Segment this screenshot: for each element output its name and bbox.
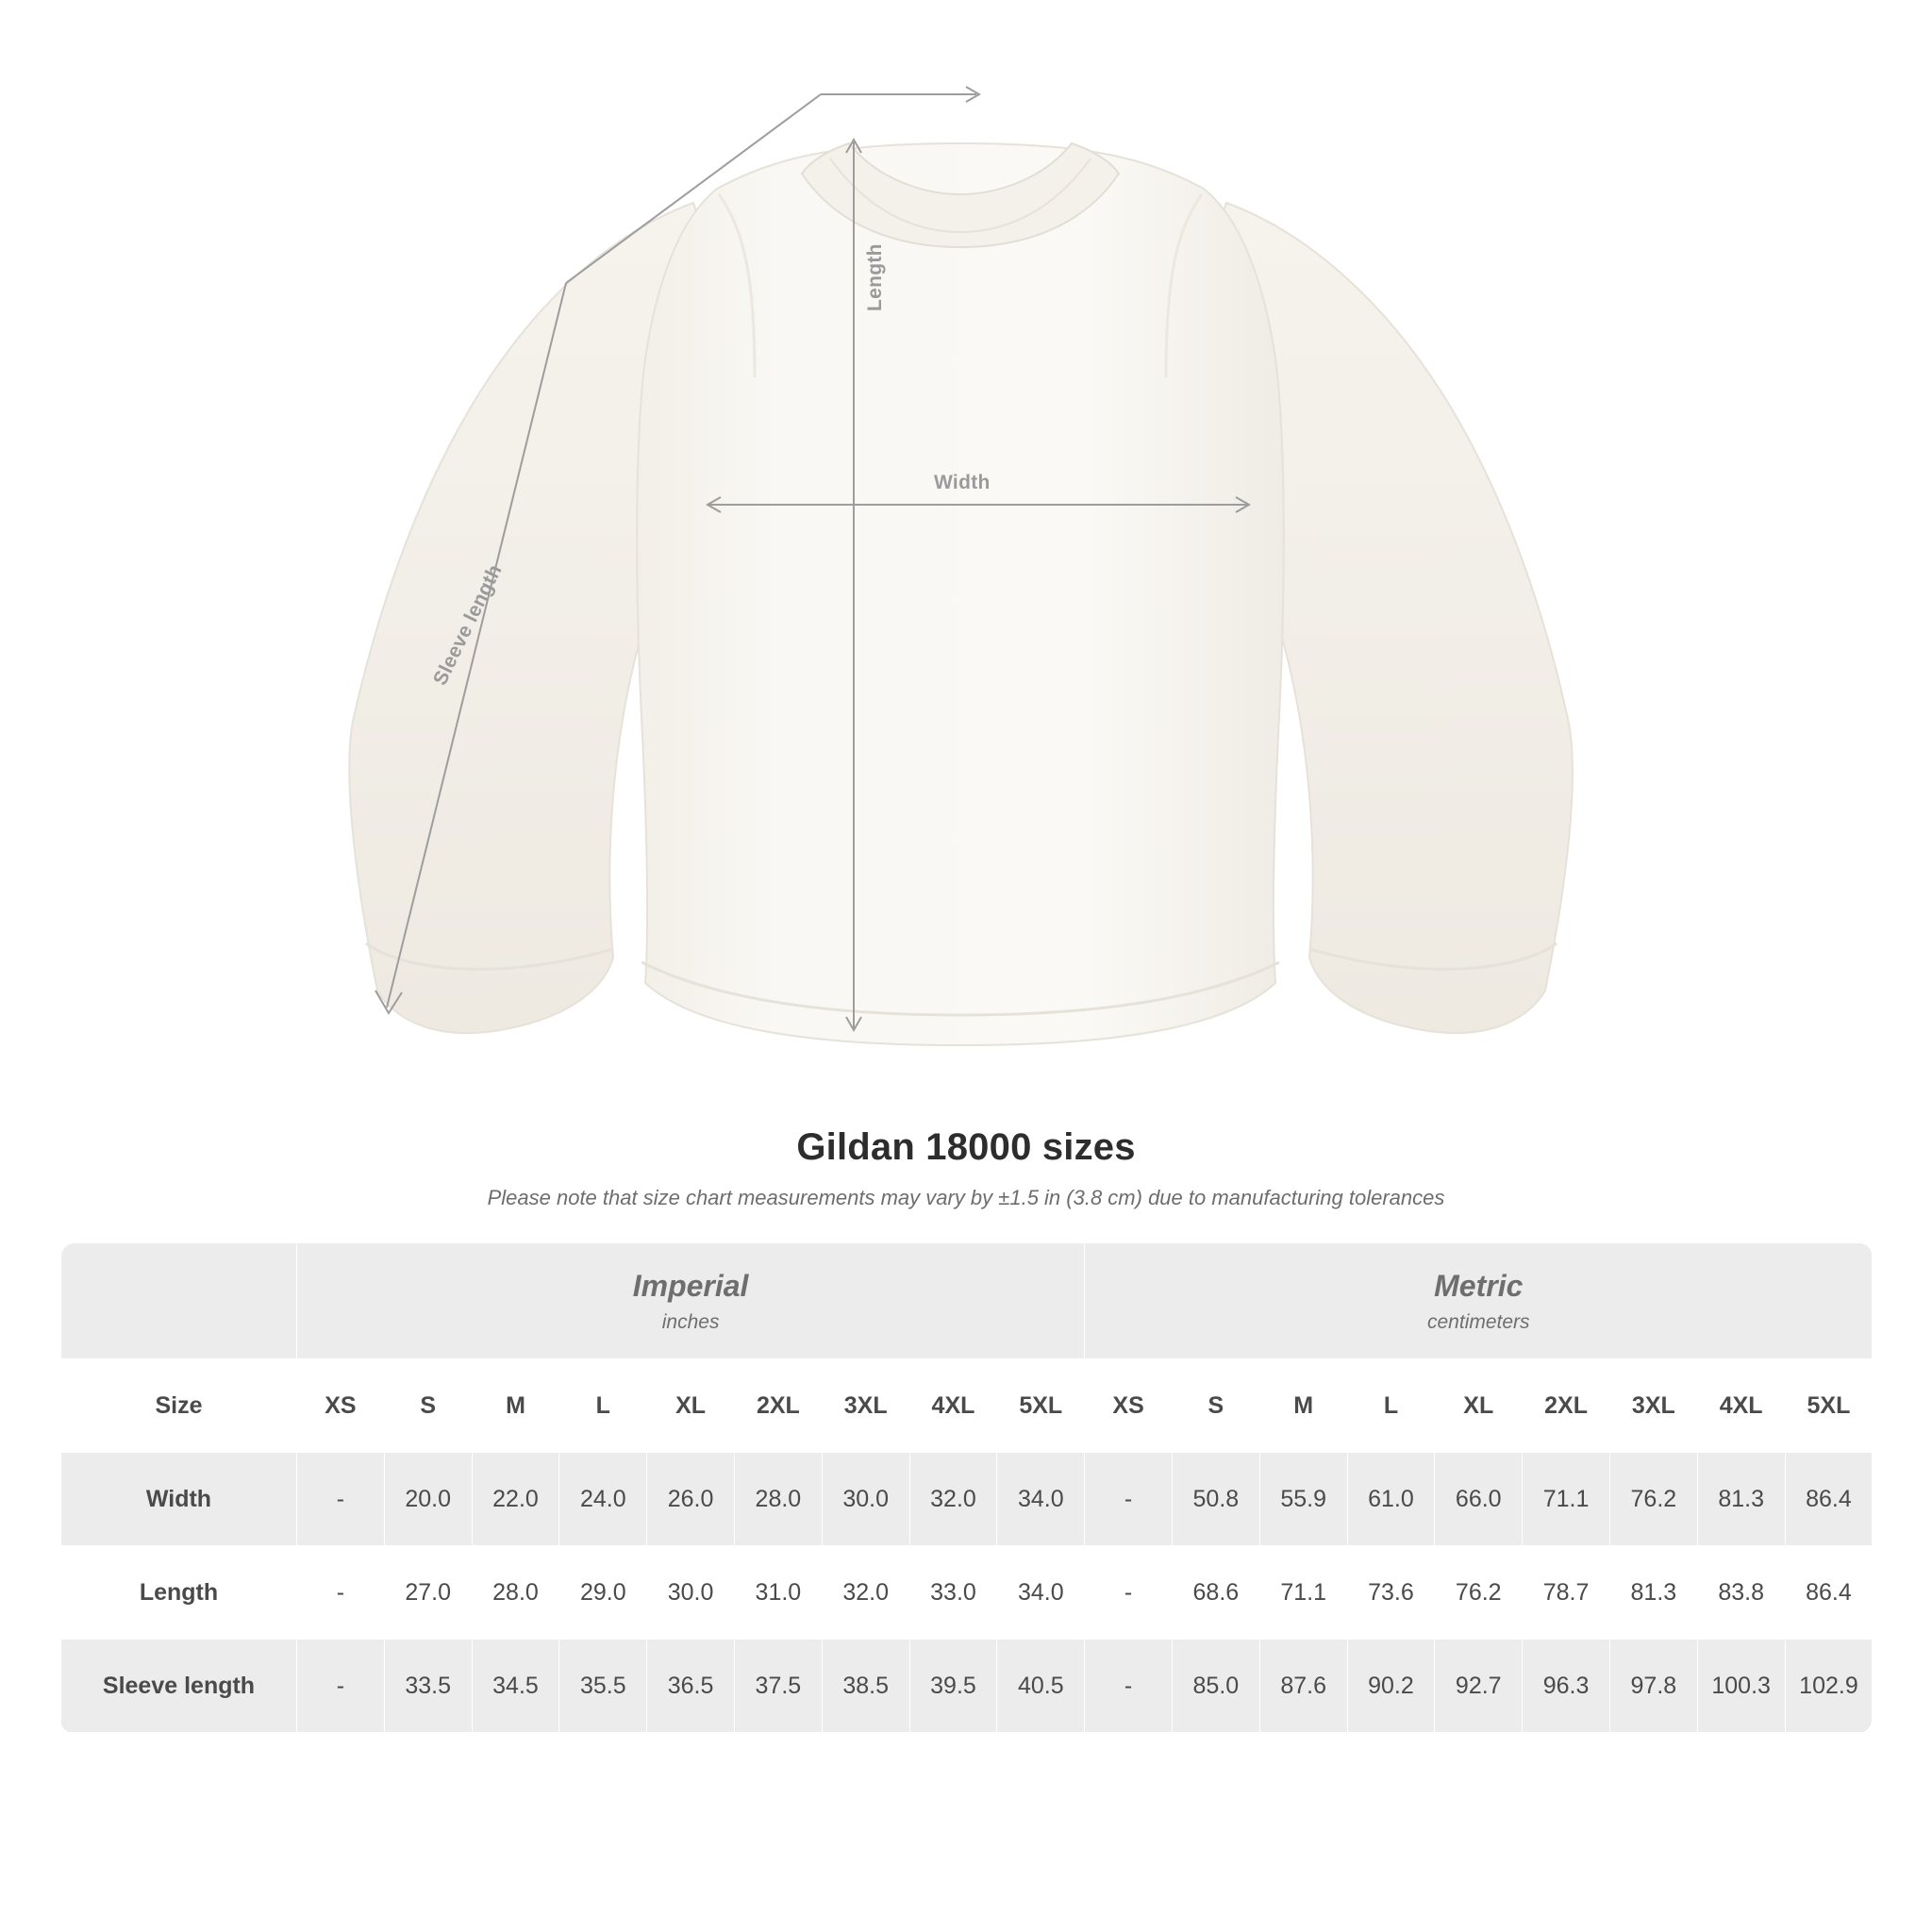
cell: 35.5 [559, 1640, 647, 1733]
cell: 31.0 [734, 1546, 822, 1640]
col-header: 5XL [997, 1359, 1085, 1453]
cell: 39.5 [909, 1640, 997, 1733]
cell: 24.0 [559, 1453, 647, 1546]
cell: - [297, 1453, 385, 1546]
col-header: XL [647, 1359, 735, 1453]
cell: 96.3 [1523, 1640, 1610, 1733]
col-header: L [559, 1359, 647, 1453]
col-header: 5XL [1785, 1359, 1872, 1453]
cell: 68.6 [1172, 1546, 1259, 1640]
cell: 85.0 [1172, 1640, 1259, 1733]
cell: 81.3 [1697, 1453, 1785, 1546]
cell: 22.0 [472, 1453, 559, 1546]
col-header: 3XL [822, 1359, 909, 1453]
metric-label: Metric [1434, 1268, 1524, 1303]
size-header-cell: Size [61, 1359, 297, 1453]
cell: - [1085, 1640, 1173, 1733]
table-row [61, 1453, 1873, 1546]
cell: 20.0 [384, 1453, 472, 1546]
cell: - [297, 1640, 385, 1733]
col-header: S [1172, 1359, 1259, 1453]
cell: 36.5 [647, 1640, 735, 1733]
cell: 32.0 [822, 1546, 909, 1640]
col-header: 3XL [1609, 1359, 1697, 1453]
cell: 76.2 [1435, 1546, 1523, 1640]
col-header: 2XL [734, 1359, 822, 1453]
cell: 71.1 [1259, 1546, 1347, 1640]
table-row [61, 1640, 1873, 1733]
row-label-sleeve-length: Sleeve length [61, 1640, 297, 1733]
cell: 34.0 [997, 1453, 1085, 1546]
cell: - [1085, 1453, 1173, 1546]
cell: 102.9 [1785, 1640, 1872, 1733]
col-header: 4XL [909, 1359, 997, 1453]
col-header: M [1259, 1359, 1347, 1453]
cell: 37.5 [734, 1640, 822, 1733]
metric-group-header [1085, 1243, 1872, 1359]
cell: 34.0 [997, 1546, 1085, 1640]
cell: 86.4 [1785, 1546, 1872, 1640]
size-header-row [61, 1359, 1873, 1453]
col-header: 4XL [1697, 1359, 1785, 1453]
cell: 66.0 [1435, 1453, 1523, 1546]
body [637, 143, 1284, 1045]
sleeve-length-label: Sleeve length [429, 560, 507, 690]
metric-unit: centimeters [1427, 1310, 1530, 1333]
cell: 61.0 [1347, 1453, 1435, 1546]
col-header: L [1347, 1359, 1435, 1453]
cell: 100.3 [1697, 1640, 1785, 1733]
col-header: XS [1085, 1359, 1173, 1453]
length-label: Length [864, 243, 886, 311]
size-table [60, 1242, 1872, 1733]
cell: 73.6 [1347, 1546, 1435, 1640]
tolerance-note: Please note that size chart measurements may vary by ±1.5 in (3.8 cm) due to manufacturing tolerances [487, 1186, 1445, 1209]
cell: 28.0 [472, 1546, 559, 1640]
row-label-length: Length [61, 1546, 297, 1640]
unit-header-row [61, 1243, 1873, 1359]
cell: 71.1 [1523, 1453, 1610, 1546]
unit-header-spacer [61, 1243, 297, 1359]
cell: 87.6 [1259, 1640, 1347, 1733]
col-header: XL [1435, 1359, 1523, 1453]
table-row [61, 1546, 1873, 1640]
cell: 86.4 [1785, 1453, 1872, 1546]
cell: 92.7 [1435, 1640, 1523, 1733]
col-header: S [384, 1359, 472, 1453]
col-header: XS [297, 1359, 385, 1453]
cell: 27.0 [384, 1546, 472, 1640]
imperial-label: Imperial [632, 1268, 749, 1303]
cell: 30.0 [822, 1453, 909, 1546]
cell: 76.2 [1609, 1453, 1697, 1546]
cell: 29.0 [559, 1546, 647, 1640]
cell: 38.5 [822, 1640, 909, 1733]
cell: 30.0 [647, 1546, 735, 1640]
title-block [0, 1126, 1932, 1210]
cell: 28.0 [734, 1453, 822, 1546]
cell: 50.8 [1172, 1453, 1259, 1546]
cell: 55.9 [1259, 1453, 1347, 1546]
cell: 83.8 [1697, 1546, 1785, 1640]
cell: 26.0 [647, 1453, 735, 1546]
cell: - [297, 1546, 385, 1640]
page-title: Gildan 18000 sizes [796, 1126, 1136, 1168]
cell: 33.0 [909, 1546, 997, 1640]
cell: 40.5 [997, 1640, 1085, 1733]
row-label-width: Width [61, 1453, 297, 1546]
imperial-group-header [297, 1243, 1085, 1359]
width-label: Width [934, 472, 991, 493]
cell: - [1085, 1546, 1173, 1640]
cell: 33.5 [384, 1640, 472, 1733]
imperial-unit: inches [661, 1310, 720, 1333]
col-header: M [472, 1359, 559, 1453]
cell: 90.2 [1347, 1640, 1435, 1733]
cell: 78.7 [1523, 1546, 1610, 1640]
size-table-wrapper [60, 1242, 1872, 1733]
cell: 34.5 [472, 1640, 559, 1733]
cell: 32.0 [909, 1453, 997, 1546]
cell: 81.3 [1609, 1546, 1697, 1640]
cell: 97.8 [1609, 1640, 1697, 1733]
col-header: 2XL [1523, 1359, 1610, 1453]
